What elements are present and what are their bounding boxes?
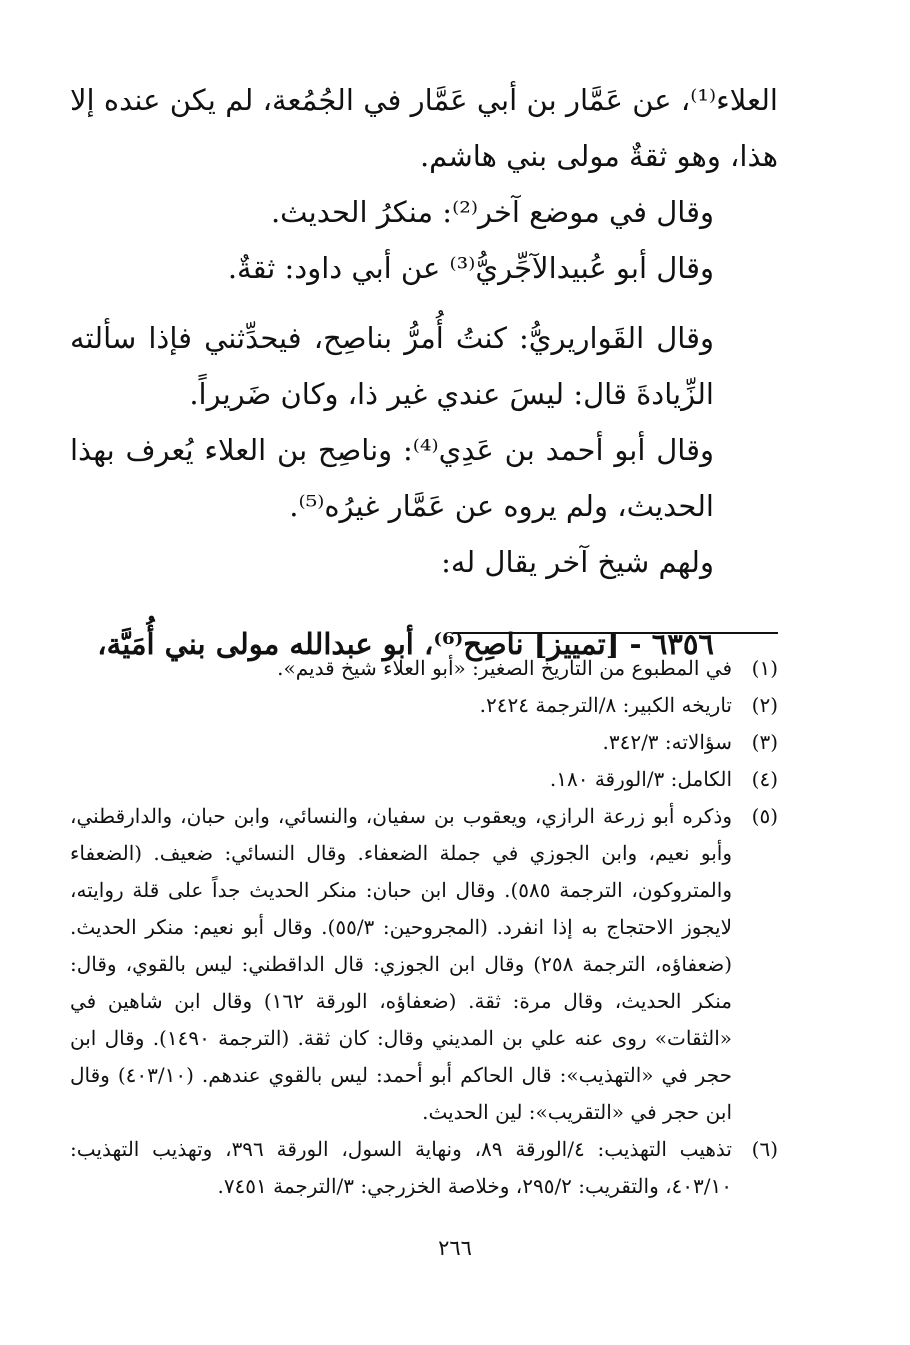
footnote [70,761,778,798]
footnote-text: سؤالاته: ٣٤٢/٣. [602,730,732,754]
paragraph-another-shaykh: ولهم شيخ آخر يقال له: [441,545,714,579]
main-text [70,72,778,672]
paragraph-ibn-adi: وقال أبو أحمد بن عَدِي⁽⁴⁾: وناصِح بن العلاء يُعرف بهذا الحديث، ولم يروه عن عَمَّار غيرُه⁽⁵⁾. [70,433,714,523]
footnote-number: (٤) [751,767,778,791]
footnote [70,650,778,687]
paragraph-alaa: العلاء⁽¹⁾، عن عَمَّار بن أبي عَمَّار في الجُمُعة، لم يكن عنده إلا هذا، وهو ثقةٌ مولى بني هاشم. [70,83,778,173]
footnote-text: تذهيب التهذيب: ٤/الورقة ٨٩، ونهاية السول، الورقة ٣٩٦، وتهذيب التهذيب: ٤٠٣/١٠، والتقريب: ٢٩٥/٢، وخلاصة الخزرجي: ٣/الترجمة ٧٤٥١. [70,1137,732,1198]
footnote-divider [453,632,778,634]
footnote-number: (٥) [751,804,778,828]
footnote [70,1131,778,1205]
footnote [70,687,778,724]
footnote-text: في المطبوع من التاريخ الصغير: «أبو العلاء شيخ قديم». [277,656,732,680]
footnote-text: وذكره أبو زرعة الرازي، ويعقوب بن سفيان، والنسائي، وابن حبان، والدارقطني، وأبو نعيم، وابن الجوزي في جملة الضعفاء. وقال النسائي: ضعيف. (الضعفاء والمتروكون، الترجمة ٥٨٥). وقال ابن حبان: منكر الحديث جداً على قلة روايته، لايجوز الاحتجاج به إذا انفرد. (المجروحين: ٥٥/٣). وقال أبو نعيم: منكر الحديث. (ضعفاؤه، الترجمة ٢٥٨) وقال ابن الجوزي: قال الداقطني: ليس بالقوي، وقال: منكر الحديث، وقال مرة: ثقة. (ضعفاؤه، الورقة ١٦٢) وقال ابن شاهين في «الثقات» روى عنه علي بن المديني وقال: كان ثقة. (الترجمة ١٤٩٠). وقال ابن حجر في «التهذيب»: قال الحاكم أبو أحمد: ليس بالقوي عندهم. (٤٠٣/١٠) وقال ابن حجر في «التقريب»: لين الحديث. [70,804,733,1124]
footnote-text: تاريخه الكبير: ٨/الترجمة ٢٤٢٤. [479,693,732,717]
footnote-number: (٢) [751,693,778,717]
paragraph-ajurri: وقال أبو عُبيدالآجِّريُّ⁽³⁾ عن أبي داود: ثقةٌ. [227,251,714,285]
footnote-number: (١) [751,656,778,680]
page-number: ٢٦٦ [438,1236,472,1260]
entry-number: ٦٣٥٦ [651,627,714,661]
footnote-number: (٦) [751,1137,778,1161]
footnote-text: الكامل: ٣/الورقة ١٨٠. [549,767,732,791]
paragraph-munkar: وقال في موضع آخر⁽²⁾: منكرُ الحديث. [270,195,714,229]
entry-text: - [تمييز] ناصِح⁽⁶⁾، أبو عبدالله مولى بني أُمَيَّة، [97,627,642,661]
footnotes [70,650,778,1205]
footnote [70,724,778,761]
footnote-number: (٣) [751,730,778,754]
paragraph-qawariri: وقال القَواريريُّ: كنتُ أُمرُّ بناصِح، فيحدِّثني فإذا سألته الزِّيادةَ قال: ليسَ عندي غير ذا، وكان ضَريراً. [70,321,714,411]
footnote [70,798,778,1131]
